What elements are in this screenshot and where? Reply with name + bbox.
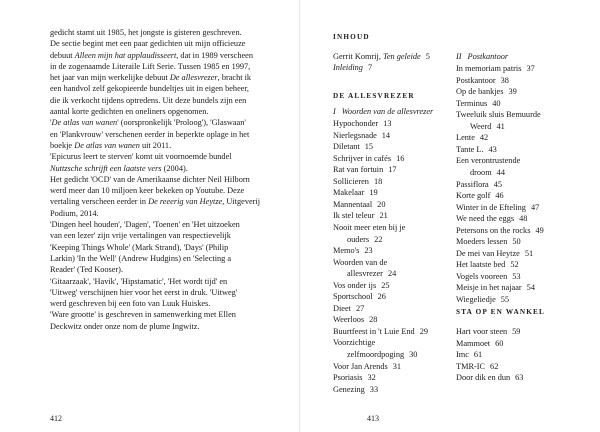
toc-entry-title: Lente <box>456 133 475 143</box>
text-line: gedicht stamt uit 1985, het jongste is gisteren geschreven. <box>50 28 242 37</box>
toc-entry-page: 32 <box>367 373 376 383</box>
toc-entry-page: 48 <box>519 214 528 224</box>
toc-entry[interactable] <box>456 249 533 258</box>
toc-entry-title: Vogels vooreen <box>456 271 508 281</box>
toc-entry-page: 13 <box>383 119 392 128</box>
toc-entry[interactable] <box>333 350 417 359</box>
allesvrezer-heading: DE ALLESVREZER <box>333 92 415 100</box>
toc-entry-title: Tante L. <box>456 144 484 154</box>
toc-entry-title: Gerrit Komrij, Ten geleide <box>333 52 421 61</box>
toc-entry[interactable] <box>333 315 377 324</box>
text-line: Nuttzsche schrijft een laatste vers (2004). <box>50 163 188 173</box>
toc-entry-title: Weerd <box>470 121 492 131</box>
toc-entry-page: 59 <box>512 327 521 336</box>
toc-entry[interactable] <box>456 327 520 336</box>
toc-entry[interactable] <box>456 99 501 108</box>
toc-entry-page: 21 <box>379 211 388 221</box>
toc-entry-page: 24 <box>387 269 397 279</box>
toc-entry-page: 60 <box>495 338 504 348</box>
toc-entry-page: 7 <box>367 63 373 72</box>
text-line: 'Keeping Things Whole' (Mark Strand), 'Days' (Philip <box>50 242 229 252</box>
toc-entry-title: Imc <box>456 350 469 360</box>
toc-entry-page: 45 <box>493 179 503 189</box>
toc-entry-title: Tweeluik sluis Bemuurde <box>456 110 541 120</box>
toc-entry-title: Meisje in het najaar <box>456 283 522 293</box>
toc-entry-title: Inleiding <box>333 63 363 72</box>
section-number: I <box>333 107 336 116</box>
toc-entry-page: 20 <box>377 199 386 209</box>
toc-entry-page: 47 <box>530 202 540 212</box>
toc-entry-title: Mammoet <box>456 338 491 348</box>
toc-entry[interactable] <box>456 295 509 304</box>
text-line: aantal korte gedichten en oneliners opgenomen. <box>50 107 209 117</box>
toc-entry-title: Woorden van de <box>333 257 388 267</box>
toc-entry-page: 30 <box>409 350 418 359</box>
toc-entry-page: 5 <box>425 52 430 61</box>
text-line: Reader' (Ted Kooser). <box>50 265 124 275</box>
text-line: die ik verkocht tijdens optredens. Uit deze bundels zijn een <box>50 95 247 105</box>
toc-entry[interactable] <box>333 165 397 174</box>
toc-entry[interactable] <box>456 76 509 85</box>
toc-entry[interactable] <box>456 64 535 73</box>
toc-entry[interactable] <box>333 269 396 278</box>
text-line: van een lezer' zijn vrije vertalingen van respectievelijk <box>50 231 231 241</box>
wankel-heading: STA OP EN WANKEL <box>456 308 546 316</box>
toc-entry-title: Terminus <box>456 98 488 108</box>
toc-entry[interactable] <box>456 362 498 371</box>
toc-entry-page: 44 <box>496 167 505 177</box>
toc-entry-title: Hart voor steen <box>456 327 508 336</box>
toc-entry-title: Wiegeliedje <box>456 295 496 304</box>
toc-entry-title: Een verontrustende <box>456 156 521 166</box>
toc-entry[interactable] <box>333 52 430 61</box>
toc-entry[interactable] <box>333 235 382 244</box>
toc-entry-title: Buurtfeest in 't Luie End <box>333 326 415 336</box>
text-line: Podium, 2014. <box>50 208 99 218</box>
text-line: het jaar van mijn werkelijke debuut De allesvrezer, bracht ik <box>50 73 252 83</box>
toc-entry-page: 23 <box>364 246 373 256</box>
toc-entry[interactable] <box>333 362 401 371</box>
toc-entry[interactable] <box>333 200 385 209</box>
toc-entry-page: 40 <box>492 98 501 108</box>
text-line: in de zogenaamde Literaile Lift Serie. Tussen 1985 en 1997, <box>50 61 251 71</box>
toc-entry[interactable] <box>333 327 428 336</box>
toc-entry-title: In memoriam patris <box>456 64 522 73</box>
toc-entry[interactable] <box>456 145 497 154</box>
toc-entry-page: 37 <box>526 64 535 73</box>
section-label <box>333 107 433 116</box>
text-line: Deckwitz onder onze nom de plume Ingwitz. <box>50 321 200 331</box>
toc-entry[interactable] <box>456 156 520 165</box>
toc-entry-title: Ik stel teleur <box>333 211 375 221</box>
text-line: een handvol zelf gekopieerde bundeltjes uit in eigen beheer, <box>50 84 249 94</box>
toc-entry-page: 25 <box>381 280 390 290</box>
text-line: De sectie begint met een paar gedichten uit mijn officieuze <box>50 39 246 49</box>
toc-entry[interactable] <box>456 237 521 246</box>
toc-entry-page: 29 <box>419 326 428 336</box>
left-page <box>0 0 299 432</box>
toc-entry-title: Schrijver in cafés <box>333 153 392 163</box>
text-line: 'Uitweg' verschijnen hier voor het eerst in druk. 'Uitweg' <box>50 287 238 297</box>
toc-entry-title: Op de bankjes <box>456 87 504 97</box>
toc-entry[interactable] <box>333 142 373 151</box>
toc-entry-title: Hypochonder <box>333 119 379 128</box>
inhoud-heading: INHOUD <box>333 33 370 41</box>
toc-entry-page: 33 <box>369 384 379 394</box>
toc-entry[interactable] <box>333 131 390 140</box>
toc-entry[interactable] <box>456 110 541 119</box>
toc-entry[interactable] <box>333 373 376 382</box>
toc-entry[interactable] <box>333 246 373 255</box>
toc-entry-page: 52 <box>510 260 519 270</box>
toc-entry-title: Mannentaal <box>333 199 373 209</box>
toc-entry[interactable] <box>456 226 544 235</box>
toc-entry-page: 17 <box>388 165 397 175</box>
toc-entry-page: 53 <box>512 271 521 281</box>
toc-entry-page: 49 <box>535 225 544 235</box>
toc-entry[interactable] <box>333 281 389 290</box>
toc-entry-page: 63 <box>515 373 524 383</box>
toc-entry[interactable] <box>333 63 372 72</box>
toc-entry-page: 18 <box>373 176 383 186</box>
toc-entry[interactable] <box>333 188 378 197</box>
toc-entry[interactable] <box>456 214 527 223</box>
text-line: vertaling verscheen eerder in De reeerig van Heytze, Uitgeverij <box>50 197 261 207</box>
toc-entry-page: 16 <box>396 153 405 163</box>
toc-entry-title: Voorzichtige <box>333 338 376 348</box>
toc-entry-page: 46 <box>495 191 504 201</box>
toc-entry-title: Nooit meer eten bij je <box>333 222 406 232</box>
toc-entry-page: 14 <box>381 130 391 140</box>
toc-entry[interactable] <box>333 177 382 186</box>
toc-entry-title: TMR-IC <box>456 361 486 371</box>
toc-entry-title: Psoriasis <box>333 373 363 383</box>
toc-entry[interactable] <box>456 203 539 212</box>
toc-entry-page: 42 <box>479 133 489 143</box>
toc-entry[interactable] <box>333 304 364 313</box>
toc-entry-page: 55 <box>500 295 510 304</box>
toc-entry-title: We need the eggs <box>456 214 515 224</box>
toc-entry-title: Genezing <box>333 384 365 394</box>
toc-entry-title: Korte golf <box>456 191 491 201</box>
text-line: Het gedicht 'OCD' van de Amerikaanse dichter Neil Hilborn <box>50 174 250 184</box>
toc-entry-title: ouders <box>347 234 370 244</box>
text-line: 'Dingen heel houden', 'Dagen', 'Toenen' en 'Het uitzoeken <box>50 220 240 230</box>
toc-entry-title: zelfmoordpoging <box>347 350 405 359</box>
text-line: 'Ware grootte' is geschreven in samenwerking met Ellen <box>50 310 236 320</box>
toc-entry[interactable] <box>333 119 391 128</box>
toc-entry-page: 19 <box>369 188 378 198</box>
text-line: 'De atlas van wanen' (oorspronkelijk 'Proloog'), 'Glaswaan' <box>50 118 246 128</box>
page-number: 412 <box>50 414 62 423</box>
afterword-text <box>50 27 290 332</box>
toc-entry-page: 62 <box>490 361 499 371</box>
text-line: debuut Alleen mijn hat applaudisseert, dat in 1989 verscheen <box>50 50 254 60</box>
toc-entry-page: 39 <box>508 87 517 97</box>
toc-entry-title: Postkantoor <box>456 75 496 85</box>
right-page <box>300 0 600 432</box>
toc-entry[interactable] <box>456 373 523 382</box>
toc-entry[interactable] <box>333 292 386 301</box>
toc-entry-page: 43 <box>488 144 497 154</box>
toc-entry-page: 27 <box>355 303 365 313</box>
toc-entry-page: 41 <box>496 121 505 131</box>
toc-entry[interactable] <box>456 350 482 359</box>
toc-entry-title: allesvrezer <box>347 269 383 279</box>
text-line: Larkin) 'In the Well' (Andrew Hudgins) en 'Selecting a <box>50 253 232 263</box>
toc-entry[interactable] <box>456 260 519 269</box>
section-title: Postkantoor <box>467 52 509 61</box>
toc-entry-page: 51 <box>524 248 534 258</box>
toc-entry-title: Weerloos <box>333 315 365 325</box>
toc-entry-title: droom <box>470 167 492 177</box>
toc-entry-title: Winter in de Efteling <box>456 202 526 212</box>
text-line: 'Epicurus leert te sterven' komt uit voornoemde bundel <box>50 152 232 162</box>
toc-entry-page: 28 <box>369 315 378 325</box>
toc-entry[interactable] <box>456 272 521 281</box>
toc-entry[interactable] <box>456 133 488 142</box>
toc-entry[interactable] <box>333 223 405 232</box>
toc-entry-title: Vos onder ijs <box>333 280 377 290</box>
toc-entry[interactable] <box>333 154 404 163</box>
toc-entry-title: Sportschool <box>333 292 373 302</box>
toc-entry[interactable] <box>456 180 502 189</box>
toc-entry-title: Nierlegsnade <box>333 130 377 140</box>
toc-entry-title: Diletant <box>333 142 360 152</box>
toc-entry-title: Door dik en dun <box>456 373 511 383</box>
text-line: en 'Plankvrouw' verschenen eerder in beperkte oplage in het <box>50 129 250 139</box>
toc-entry-page: 61 <box>473 350 483 360</box>
toc-entry[interactable] <box>456 339 503 348</box>
toc-entry-title: Petersons on the rocks <box>456 225 531 235</box>
toc-entry[interactable] <box>456 283 535 292</box>
text-line: werd geschreven bij een foto van Luuk Huiskes. <box>50 299 211 309</box>
toc-entry-title: Dieet <box>333 303 351 313</box>
section-number: II <box>456 52 462 61</box>
toc-entry-page: 50 <box>512 237 521 247</box>
toc-entry-page: 26 <box>377 292 386 302</box>
toc-entry[interactable] <box>456 191 504 200</box>
toc-entry-title: Sollicieren <box>333 176 369 186</box>
toc-entry-page: 15 <box>364 142 374 152</box>
text-line: werd meer dan 10 miljoen keer bekeken op Youtube. Deze <box>50 186 245 196</box>
toc-entry-title: Moeders lessen <box>456 237 508 247</box>
toc-entry[interactable] <box>456 122 505 131</box>
toc-entry-page: 22 <box>374 234 383 244</box>
toc-entry-page: 38 <box>500 75 509 85</box>
toc-entry-title: Rat van fortuin <box>333 165 384 175</box>
toc-entry-title: Het laatste bed <box>456 260 506 270</box>
toc-entry[interactable] <box>456 168 505 177</box>
toc-entry-page: 54 <box>526 283 535 293</box>
text-line: boekje De atlas van wanen uit 2011. <box>50 140 172 150</box>
toc-entry-page: 31 <box>392 361 401 371</box>
toc-entry[interactable] <box>333 211 388 220</box>
toc-entry[interactable] <box>456 87 517 96</box>
section-title: Woorden van de allesvrezer <box>341 107 434 116</box>
toc-entry[interactable] <box>333 385 378 394</box>
toc-entry[interactable] <box>333 258 387 267</box>
page-number: 413 <box>367 414 379 423</box>
toc-entry-title: De mei van Heytze <box>456 248 520 258</box>
text-line: 'Gitaarzaak', 'Havik', 'Hipstamatic', 'Het wordt tijd' en <box>50 276 228 286</box>
toc-entry-title: Passiflora <box>456 179 489 189</box>
toc-entry-title: Makelaar <box>333 188 365 198</box>
toc-entry-title: Voor Jan Arends <box>333 361 388 371</box>
toc-entry-title: Memo's <box>333 246 360 256</box>
section-label <box>456 52 508 61</box>
toc-entry[interactable] <box>333 338 375 347</box>
